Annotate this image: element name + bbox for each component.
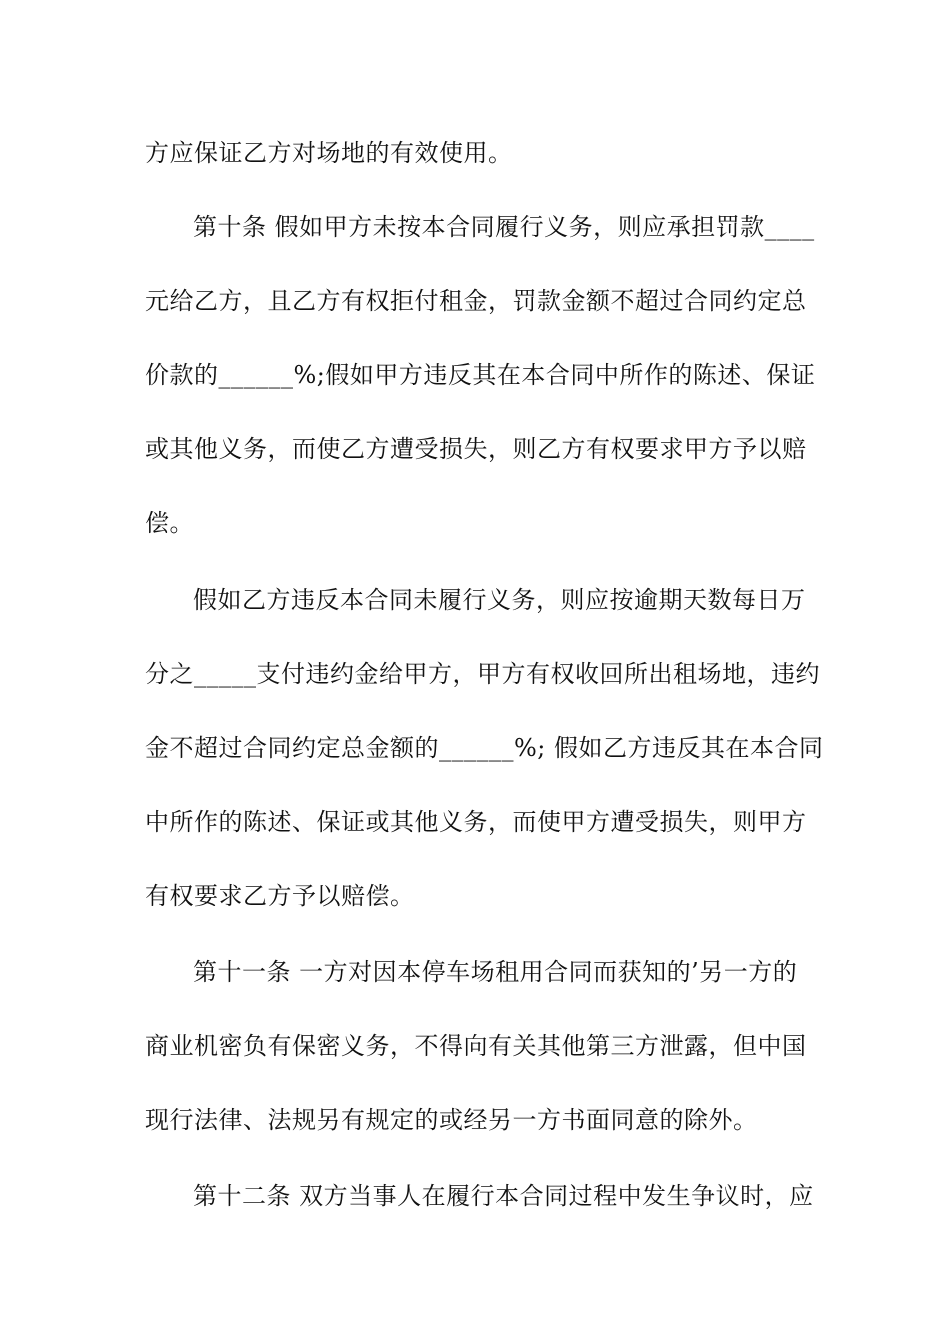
text-line: 分之_____支付违约金给甲方，甲方有权收回所出租场地，违约: [145, 660, 820, 688]
article-10-heading-line: 第十条 假如甲方未按本合同履行义务，则应承担罚款____: [193, 213, 815, 241]
text-line: 商业机密负有保密义务，不得向有关其他第三方泄露，但中国: [145, 1032, 807, 1060]
paragraph-start-line: 假如乙方违反本合同未履行义务，则应按逾期天数每日万: [193, 586, 806, 614]
text-line: 有权要求乙方予以赔偿。: [145, 882, 415, 910]
text-line: 偿。: [145, 509, 194, 537]
article-11-heading-line: 第十一条 一方对因本停车场租用合同而获知的’另一方的: [193, 958, 798, 986]
text-line: 方应保证乙方对场地的有效使用。: [145, 139, 513, 167]
text-line: 或其他义务，而使乙方遭受损失，则乙方有权要求甲方予以赔: [145, 435, 807, 463]
text-line: 价款的______%;假如甲方违反其在本合同中所作的陈述、保证: [145, 361, 816, 389]
article-12-heading-line: 第十二条 双方当事人在履行本合同过程中发生争议时，应: [193, 1182, 814, 1210]
text-line: 元给乙方，且乙方有权拒付租金，罚款金额不超过合同约定总: [145, 287, 807, 315]
text-line: 现行法律、法规另有规定的或经另一方书面同意的除外。: [145, 1106, 758, 1134]
text-line: 中所作的陈述、保证或其他义务，而使甲方遭受损失，则甲方: [145, 808, 807, 836]
text-line: 金不超过合同约定总金额的______%; 假如乙方违反其在本合同: [145, 734, 824, 762]
